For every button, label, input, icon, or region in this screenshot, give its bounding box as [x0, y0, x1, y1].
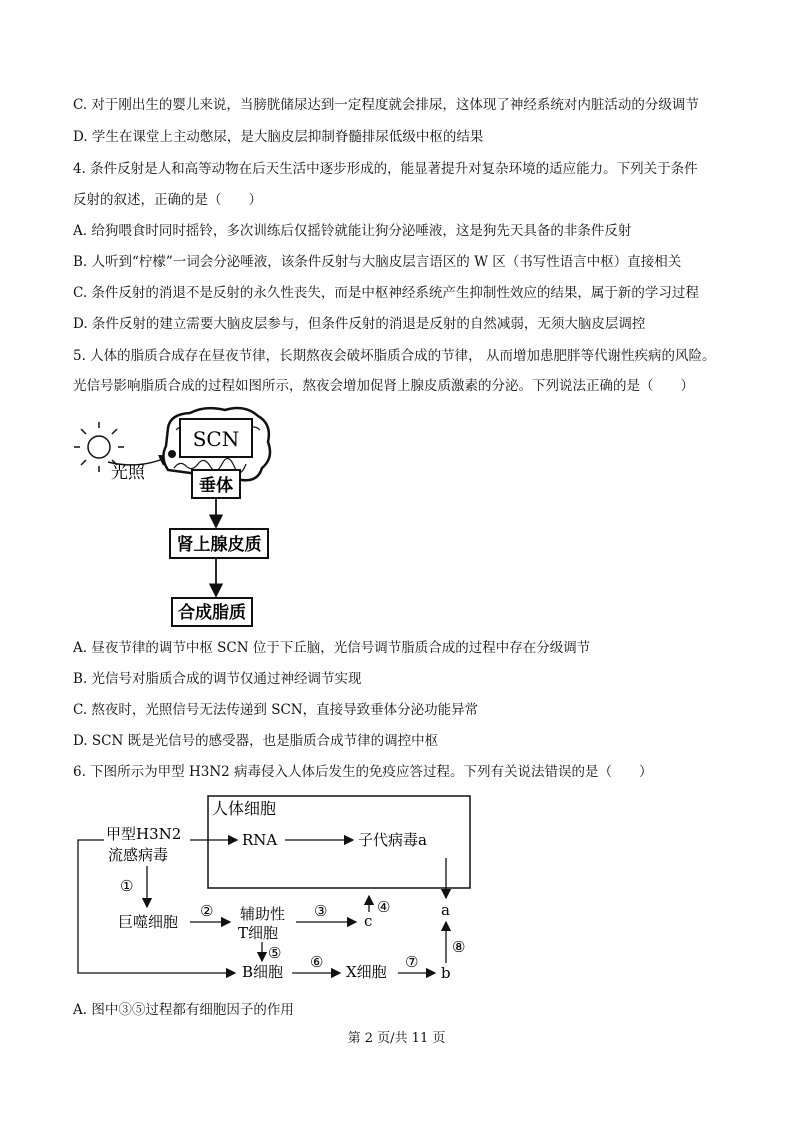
c-label: c: [364, 912, 373, 930]
step-3: ③: [314, 902, 328, 920]
q4-stem-line1: 4. 条件反射是人和高等动物在后天生活中逐步形成的，能显著提升对复杂环境的适应能力。下列关于条件: [73, 161, 698, 177]
step-4: ④: [377, 898, 391, 916]
step-1: ①: [120, 877, 134, 895]
q5-stem-line2: 光信号影响脂质合成的过程如图所示，熬夜会增加促肾上腺皮质激素的分泌。下列说法正确的是（ ）: [73, 378, 694, 394]
step-5: ⑤: [268, 944, 282, 962]
a-label: a: [441, 901, 450, 919]
step-2: ②: [200, 902, 214, 920]
q6-stem: 6. 下图所示为甲型 H3N2 病毒侵入人体后发生的免疫应答过程。下列有关说法错误的是（ ）: [73, 764, 653, 780]
q4-option-a: A. 给狗喂食时同时摇铃，多次训练后仅摇铃就能让狗分泌唾液，这是狗先天具备的非条件反射: [73, 223, 632, 239]
light-label: 光照: [111, 463, 145, 483]
q5-option-a: A. 昼夜节律的调节中枢 SCN 位于下丘脑，光信号调节脂质合成的过程中存在分级调节: [73, 640, 591, 656]
page-footer: 第 2 页/共 11 页: [347, 1031, 446, 1046]
q4-option-b: B. 人听到“柠檬”一词会分泌唾液，该条件反射与大脑皮层言语区的 W 区（书写性语言中枢）直接相关: [73, 254, 682, 270]
q5-option-b: B. 光信号对脂质合成的调节仅通过神经调节实现: [73, 671, 362, 687]
step-7: ⑦: [405, 953, 419, 971]
helper-label-line1: 辅助性: [240, 905, 286, 923]
b-label: b: [441, 964, 451, 982]
virus-label-line2: 流感病毒: [108, 846, 169, 864]
q3-option-c: C. 对于刚出生的婴儿来说，当膀胱储尿达到一定程度就会排尿，这体现了神经系统对内脏活动的分级调节: [73, 97, 699, 113]
adrenal-label: 肾上腺皮质: [176, 535, 262, 555]
x-cell-label: X细胞: [346, 963, 387, 981]
rna-label: RNA: [242, 831, 278, 849]
progeny-label: 子代病毒a: [358, 831, 427, 849]
step-8: ⑧: [452, 938, 466, 956]
macrophage-label: 巨噬细胞: [118, 913, 179, 931]
q5-stem-line1: 5. 人体的脂质合成存在昼夜节律，长期熬夜会破坏脂质合成的节律， 从而增加患肥胖等代谢性疾病的风险。: [73, 348, 716, 364]
q4-option-d: D. 条件反射的建立需要大脑皮层参与，但条件反射的消退是反射的自然减弱，无须大脑皮层调控: [73, 316, 646, 332]
q5-option-c: C. 熬夜时，光照信号无法传递到 SCN，直接导致垂体分泌功能异常: [73, 702, 479, 718]
cell-label: 人体细胞: [212, 799, 277, 818]
helper-label-line2: T细胞: [238, 924, 279, 942]
step-6: ⑥: [310, 953, 324, 971]
lipid-label: 合成脂质: [178, 603, 246, 623]
q4-option-c: C. 条件反射的消退不是反射的永久性丧失，而是中枢神经系统产生抑制性效应的结果，属于新的学习过程: [73, 285, 699, 301]
b-cell-label: B细胞: [242, 963, 284, 981]
scn-label: SCN: [192, 427, 240, 451]
q5-option-d: D. SCN 既是光信号的感受器，也是脂质合成节律的调控中枢: [73, 733, 439, 749]
virus-label-line1: 甲型H3N2: [106, 825, 182, 843]
q3-option-d: D. 学生在课堂上主动憋尿，是大脑皮层抑制脊髓排尿低级中枢的结果: [73, 129, 484, 145]
q6-option-a: A. 图中③⑤过程都有细胞因子的作用: [73, 1002, 294, 1018]
pituitary-label: 垂体: [199, 476, 233, 496]
q4-stem-line2: 反射的叙述，正确的是（ ）: [73, 192, 262, 208]
